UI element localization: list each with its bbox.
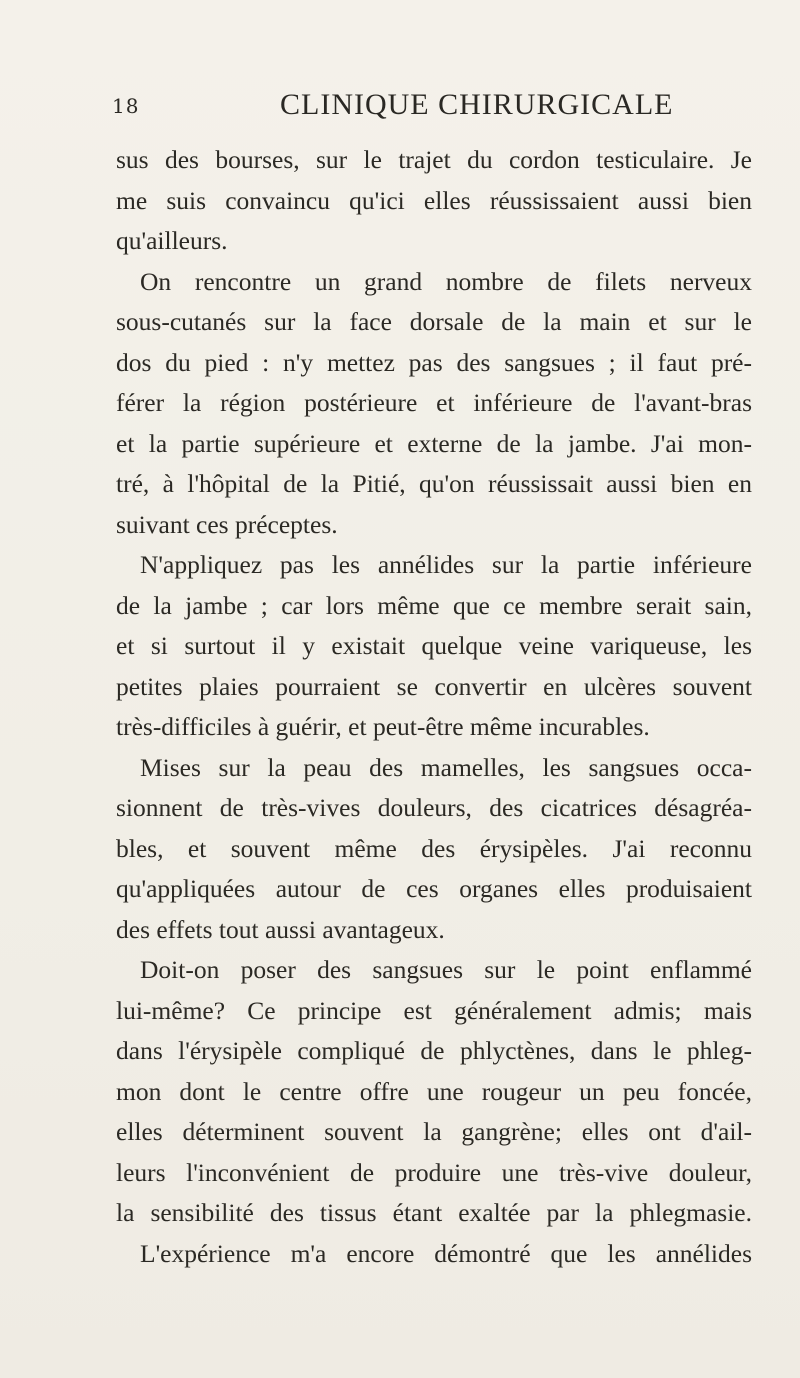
text-line: férer la région postérieure et inférieure de l'avant-bras [116, 388, 752, 417]
text-line: sus des bourses, sur le trajet du cordon testiculaire. Je [116, 145, 752, 174]
page-number: 18 [112, 94, 140, 118]
text-line: petites plaies pourraient se convertir en ulcères souvent [116, 671, 752, 701]
text-line: de la jambe ; car lors même que ce membre serait sain, [116, 590, 752, 620]
text-line: leurs l'inconvénient de produire une très-vive douleur, [116, 1157, 752, 1187]
text-line: On rencontre un grand nombre de filets nerveux [140, 266, 752, 296]
text-line: qu'ailleurs. [116, 226, 228, 255]
body-text [116, 140, 752, 1274]
text-line: suivant ces préceptes. [116, 509, 338, 539]
text-line: sionnent de très-vives douleurs, des cicatrices désagréa- [116, 793, 752, 822]
text-line: tré, à l'hôpital de la Pitié, qu'on réussissait aussi bien en [116, 469, 752, 498]
text-line: sous-cutanés sur la face dorsale de la main et sur le [116, 307, 752, 336]
text-line: L'expérience m'a encore démontré que les annélides [140, 1238, 752, 1268]
text-line: très-difficiles à guérir, et peut-être même incurables. [116, 712, 650, 741]
text-line: des effets tout aussi avantageux. [116, 914, 445, 944]
text-line: elles déterminent souvent la gangrène; elles ont d'ail- [116, 1117, 752, 1146]
text-line: Mises sur la peau des mamelles, les sangsues occa- [140, 752, 752, 782]
text-line: me suis convaincu qu'ici elles réussissaient aussi bien [116, 185, 752, 215]
text-line: et si surtout il y existait quelque veine variqueuse, les [116, 631, 752, 660]
text-line: mon dont le centre offre une rougeur un peu foncée, [116, 1076, 752, 1106]
text-line: qu'appliquées autour de ces organes elles produisaient [116, 874, 752, 903]
page-header [112, 88, 752, 128]
running-title: CLINIQUE CHIRURGICALE [280, 88, 674, 121]
text-line: et la partie supérieure et externe de la jambe. J'ai mon- [116, 428, 752, 458]
text-line: lui-même? Ce principe est généralement admis; mais [116, 995, 752, 1025]
text-line: Doit-on poser des sangsues sur le point enflammé [140, 955, 752, 984]
text-line: dans l'érysipèle compliqué de phlyctènes, dans le phleg- [116, 1036, 752, 1065]
text-line: la sensibilité des tissus étant exaltée par la phlegmasie. [116, 1198, 752, 1227]
text-line: dos du pied : n'y mettez pas des sangsues ; il faut pré- [116, 347, 752, 377]
text-line: N'appliquez pas les annélides sur la partie inférieure [140, 550, 752, 579]
text-line: bles, et souvent même des érysipèles. J'ai reconnu [116, 833, 752, 863]
